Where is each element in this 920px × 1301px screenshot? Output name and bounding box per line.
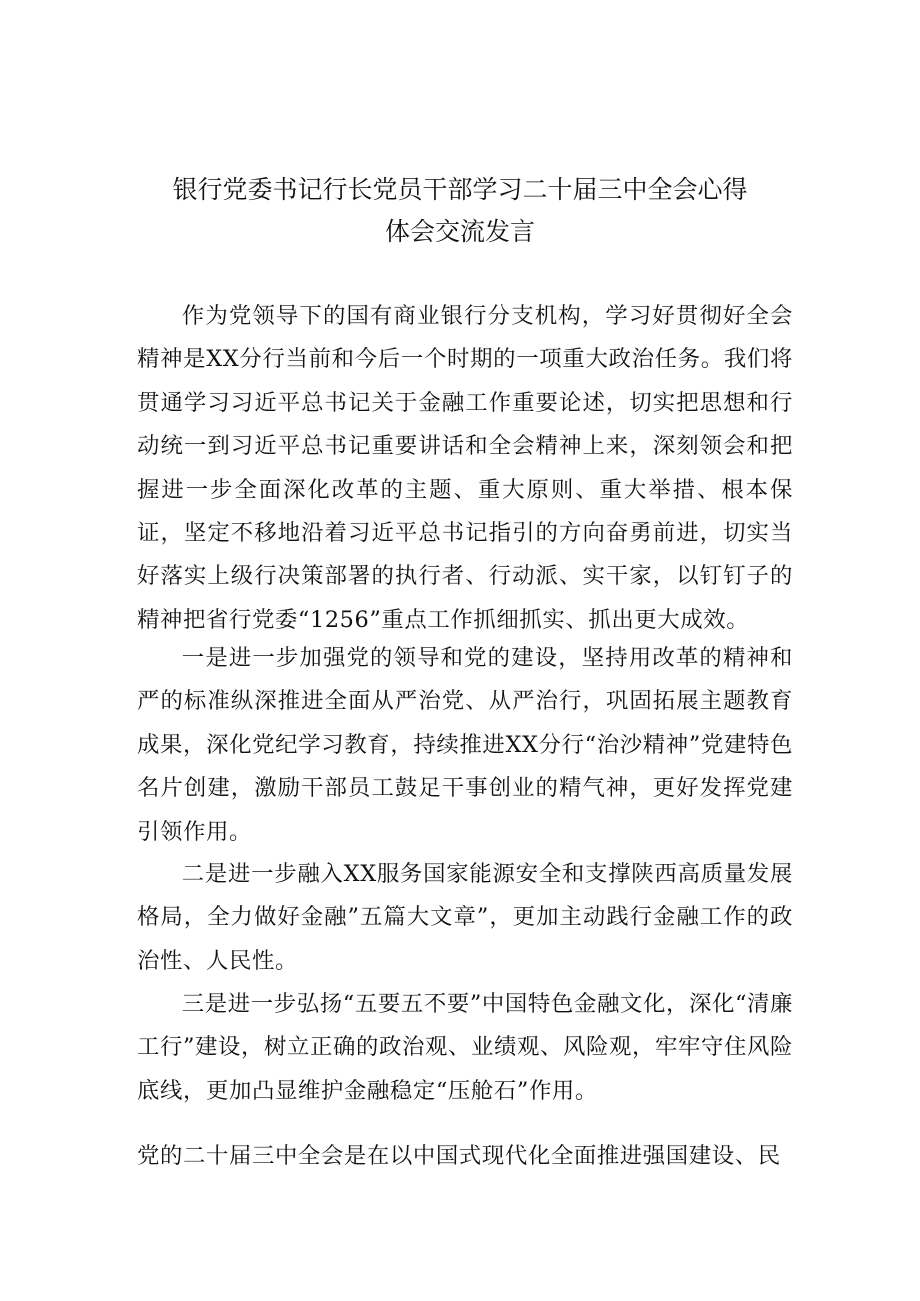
document-title-line-1: 银行党委书记行长党员干部学习二十届三中全会心得 <box>172 175 748 204</box>
document-title-line-2: 体会交流发言 <box>384 217 535 246</box>
paragraph-point-two: 二是进一步融入XX服务国家能源安全和支撑陕西高质量发展格局，全力做好金融”五篇大文章”，更加主动践行金融工作的政治性、人民性。 <box>137 861 793 974</box>
paragraph-continuation: 党的二十届三中全会是在以中国式现代化全面推进强国建设、民 <box>137 1143 781 1169</box>
paragraph-point-one: 一是进一步加强党的领导和党的建设，坚持用改革的精神和严的标准纵深推进全面从严治党、从严治行，巩固拓展主题教育成果，深化党纪学习教育，持续推进XX分行“治沙精神”党建特色名片创建，激励干部员工鼓足干事创业的精气神，更好发挥党建引领作用。 <box>137 645 793 845</box>
paragraph-point-three: 三是进一步弘扬“五要五不要”中国特色金融文化，深化“清廉工行”建设，树立正确的政治观、业绩观、风险观，牢牢守住风险底线，更加凸显维护金融稳定“压舱石”作用。 <box>137 991 793 1104</box>
paragraph-intro: 作为党领导下的国有商业银行分支机构，学习好贯彻好全会精神是XX分行当前和今后一个时期的一项重大政治任务。我们将贯通学习习近平总书记关于金融工作重要论述，切实把思想和行动统一到习近平总书记重要讲话和全会精神上来，深刻领会和把握进一步全面深化改革的主题、重大原则、重大举措、根本保证，坚定不移地沿着习近平总书记指引的方向奋勇前进，切实当好落实上级行决策部署的执行者、行动派、实干家，以钉钉子的精神把省行党委“1256”重点工作抓细抓实、抓出更大成效。 <box>137 303 793 633</box>
